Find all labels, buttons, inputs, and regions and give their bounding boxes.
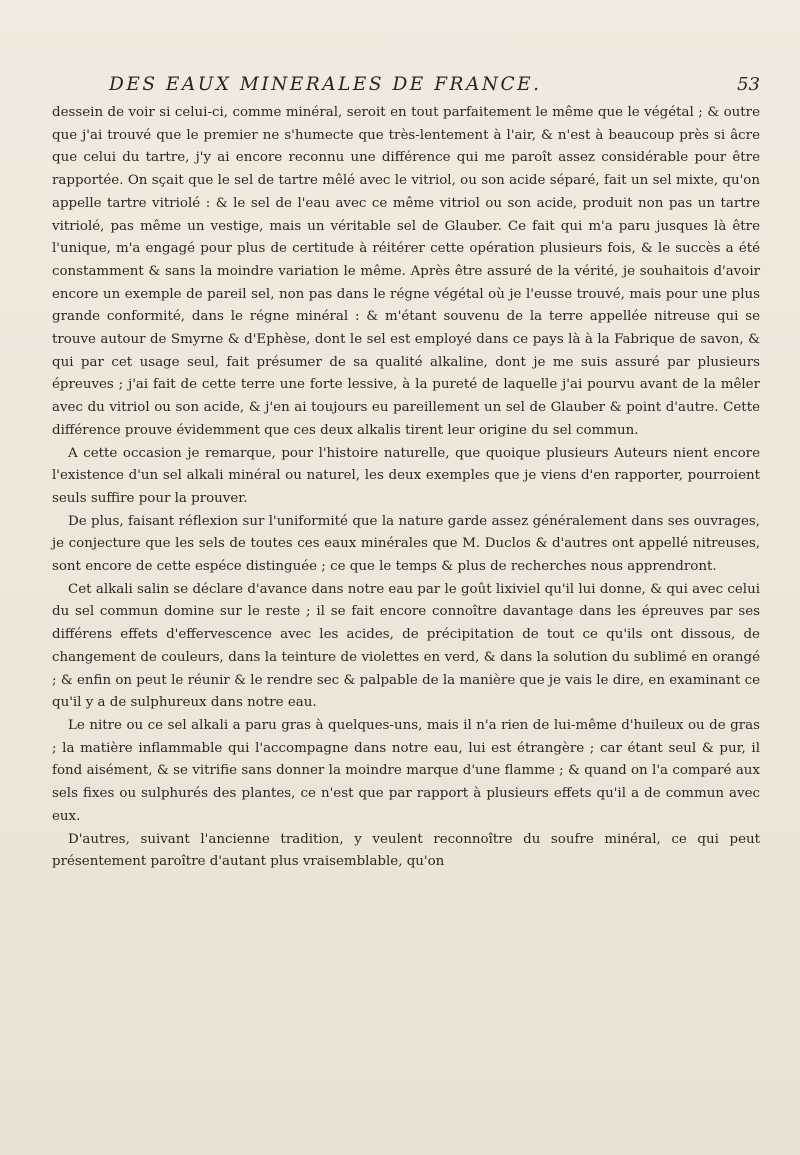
paragraph: Le nitre ou ce sel alkali a paru gras à quelques-uns, mais il n'a rien de lui-même d'huileux ou de gras ; la matière inflammable qui l'accompagne dans notre eau, lui est étrangère ; car étant seul & pur, il fond aisément, & se vitrifie sans donner la moindre marque d'une flamme ; & quand on l'a comparé aux sels fixes ou sulphurés des plantes, ce n'est que par rapport à plusieurs effets qu'il a de commun avec eux.: [52, 717, 760, 824]
running-title: DES EAUX MINERALES DE FRANCE.: [109, 74, 542, 95]
body-text: [52, 102, 760, 874]
paragraph: D'autres, suivant l'ancienne tradition, y veulent reconnoître du soufre minéral, ce qui peut présentement paroître d'autant plus vraisemblable, qu'on: [52, 831, 760, 870]
paragraph: De plus, faisant réflexion sur l'uniformité que la nature garde assez généralement dans ses ouvrages, je conjecture que les sels de toutes ces eaux minérales que M. Duclos & d'autres ont appellé nitreuses, sont encore de cette espéce distinguée ; ce que le temps & plus de recherches nous apprendront.: [52, 513, 760, 575]
paragraph: A cette occasion je remarque, pour l'histoire naturelle, que quoique plusieurs Auteurs nient encore l'existence d'un sel alkali minéral ou naturel, les deux exemples que je viens d'en rapporter, pourroient seuls suffire pour la prouver.: [52, 445, 760, 506]
paragraph: Cet alkali salin se déclare d'avance dans notre eau par le goût lixiviel qu'il lui donne, & qui avec celui du sel commun domine sur le reste ; il se fait encore connoître davantage dans les épreuves par ses différens effets d'effervescence avec les acides, de précipitation de tout ce qu'ils ont dissous, de changement de couleurs, dans la teinture de violettes en verd, & dans la solution du sublimé en orangé ; & enfin on peut le réunir & le rendre sec & palpable de la manière que je vais le dire, en examinant ce qu'il y a de sulphureux dans notre eau.: [52, 581, 760, 711]
running-head: [52, 70, 760, 100]
paragraph: dessein de voir si celui-ci, comme minéral, seroit en tout parfaitement le même que le végétal ; & outre que j'ai trouvé que le premier ne s'humecte que très-lentement à l'air, & n'est à beaucoup près si âcre que celui du tartre, j'y ai encore reconnu une différence qui me paroît assez considérable pour être rapportée. On sçait que le sel de tartre mêlé avec le vitriol, ou son acide séparé, fait un sel mixte, qu'on appelle tartre vitriolé : & le sel de l'eau avec ce même vitriol ou son acide, produit non pas un tartre vitriolé, pas même un vestige, mais un véritable sel de Glauber. Ce fait qui m'a paru jusques là être l'unique, m'a engagé pour plus de certitude à réitérer cette opération plusieurs fois, & le succès a été constamment & sans la moindre variation le même. Après être assuré de la vérité, je souhaitois d'avoir encore un exemple de pareil sel, non pas dans le régne végétal où je l'eusse trouvé, mais pour une plus grande conformité, dans le régne minéral : & m'étant souvenu de la terre appellée nitreuse qui se trouve autour de Smyrne & d'Ephèse, dont le sel est employé dans ce pays là à la Fabrique de savon, & qui par cet usage seul, fait présumer de sa qualité alkaline, dont je me suis assuré par plusieurs épreuves ; j'ai fait de cette terre une forte lessive, à la pureté de laquelle j'ai pourvu avant de la mêler avec du vitriol ou son acide, & j'en ai toujours eu pareillement un sel de Glauber & point d'autre. Cette différence prouve évidemment que ces deux alkalis tirent leur origine du sel commun.: [52, 105, 760, 438]
page-number: 53: [737, 74, 760, 95]
